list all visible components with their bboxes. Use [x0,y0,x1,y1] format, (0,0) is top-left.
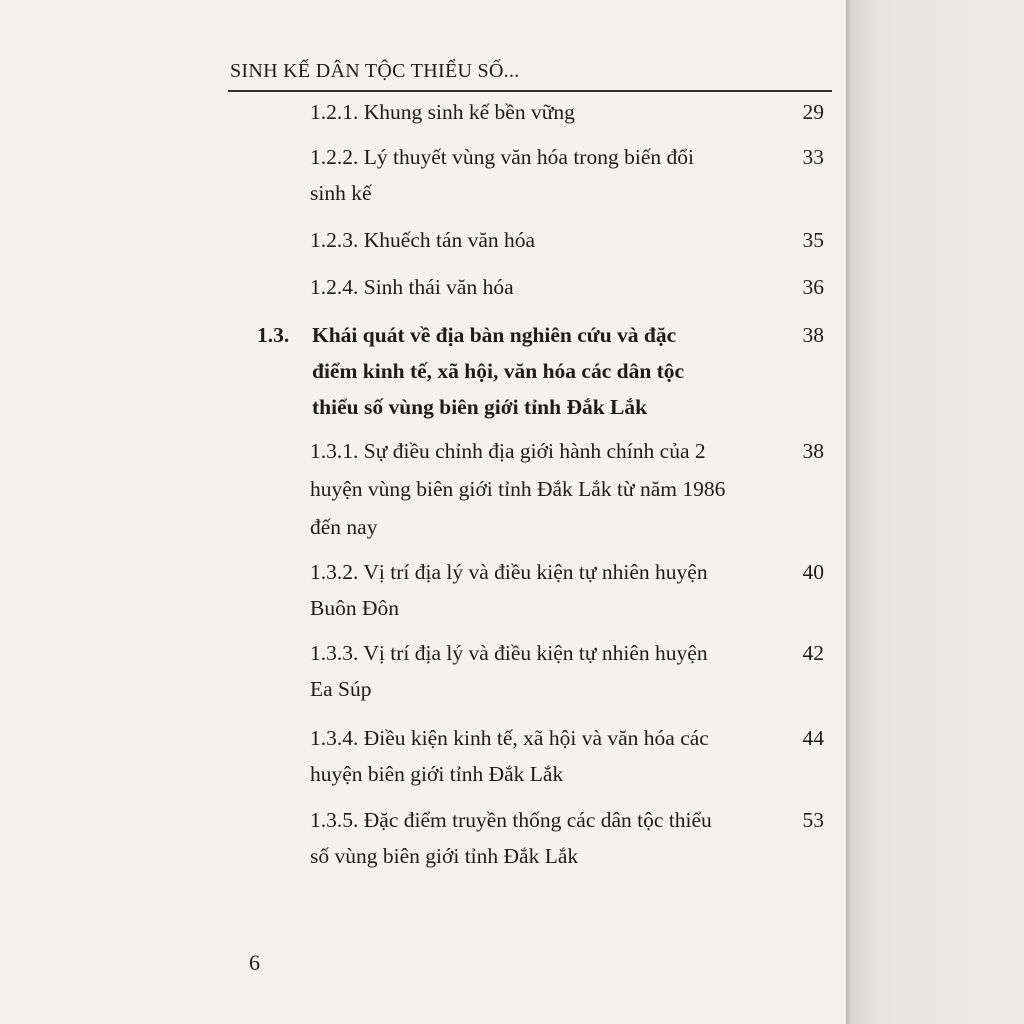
toc-entry-title: 1.2.2. Lý thuyết vùng văn hóa trong biến đổi sinh kế [310,145,694,205]
toc-entry-title: 1.3.1. Sự điều chỉnh địa giới hành chính của 2 huyện vùng biên giới tỉnh Đắk Lắk từ năm 1986 đến nay [310,439,726,539]
toc-entry-page: 35 [802,228,824,252]
toc-entry-page: 33 [802,145,824,169]
toc-entry-title: 1.2.1. Khung sinh kế bền vững [310,100,575,124]
toc-entry-page: 38 [802,323,824,347]
toc-entry-title: 1.2.4. Sinh thái văn hóa [310,275,514,299]
page-number: 6 [249,950,260,975]
toc-entry-title: 1.2.3. Khuếch tán văn hóa [310,228,536,252]
header-rule [228,90,832,92]
toc-entry-title: 1.3.2. Vị trí địa lý và điều kiện tự nhiên huyện Buôn Đôn [310,560,708,620]
toc-entry-page: 42 [802,641,824,665]
running-header: SINH KẾ DÂN TỘC THIỂU SỐ... [230,60,520,82]
toc-entry-title: 1.3.4. Điều kiện kinh tế, xã hội và văn hóa các huyện biên giới tỉnh Đắk Lắk [310,726,709,786]
toc-section-number: 1.3. [257,323,290,347]
toc-section-title: Khái quát về địa bàn nghiên cứu và đặc điểm kinh tế, xã hội, văn hóa các dân tộc thiểu số vùng biên giới tỉnh Đắk Lắk [312,323,685,419]
page-edge [846,0,1024,1024]
toc-entry-page: 29 [802,100,824,124]
toc-entry-page: 44 [802,726,824,750]
toc-entry-page: 38 [802,439,824,463]
toc-entry-title: 1.3.3. Vị trí địa lý và điều kiện tự nhiên huyện Ea Súp [310,641,708,701]
toc-entry-title: 1.3.5. Đặc điểm truyền thống các dân tộc thiểu số vùng biên giới tỉnh Đắk Lắk [310,808,712,868]
toc-entry-page: 53 [802,808,824,832]
toc-entry-page: 40 [802,560,824,584]
toc-entry-page: 36 [802,275,824,299]
